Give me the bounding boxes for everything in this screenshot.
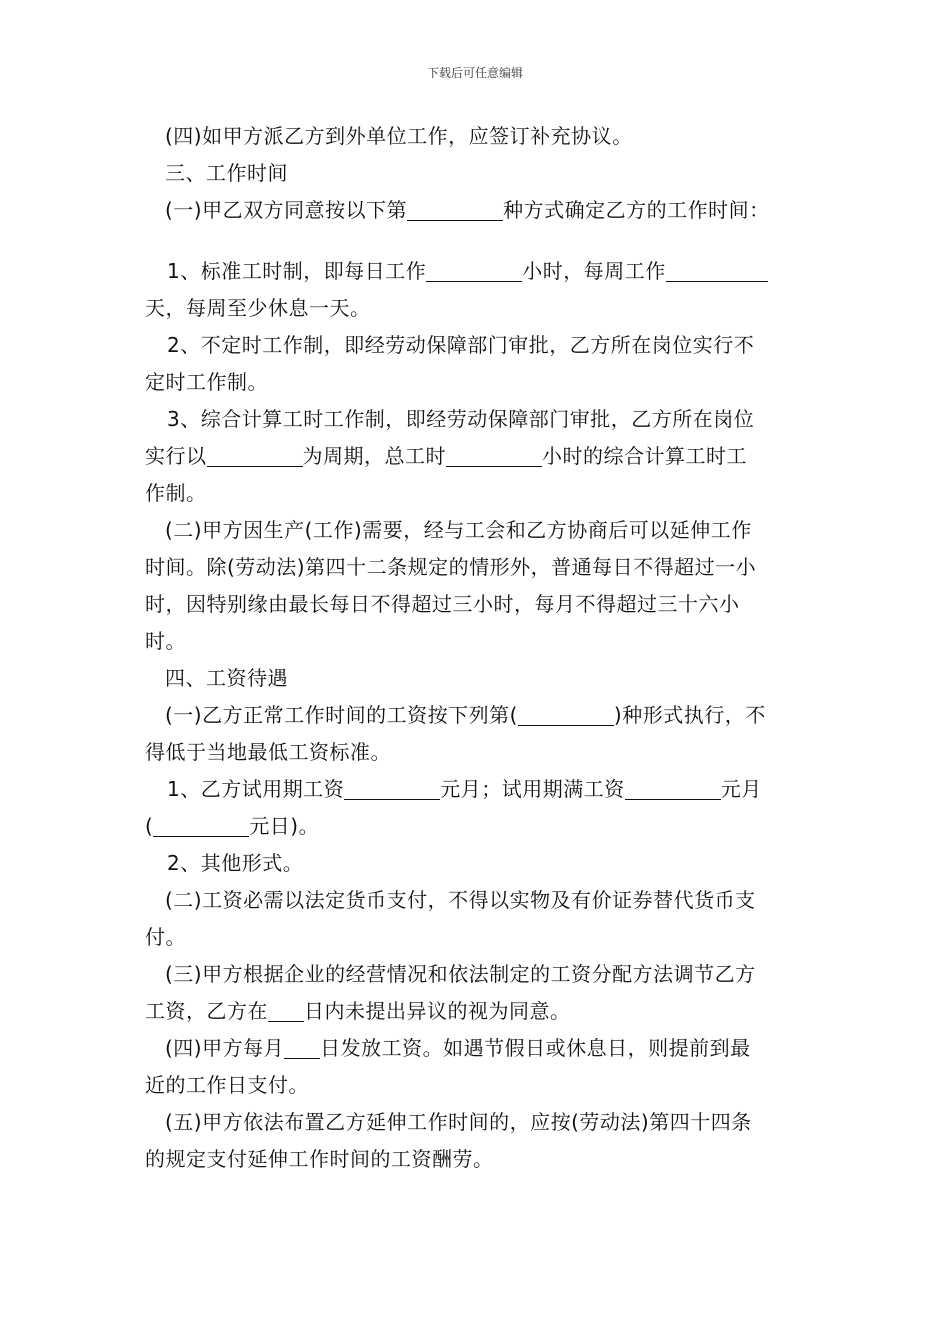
paragraph-line: (一)乙方正常工作时间的工资按下列第( )种形式执行，不: [165, 703, 766, 727]
page-header-note: 下载后可任意编辑: [426, 66, 523, 80]
fill-blank: [446, 444, 542, 467]
paragraph-line: 1、标准工时制，即每日工作 小时，每周工作: [145, 253, 811, 290]
paragraph-line: 定时工作制。: [145, 370, 268, 394]
paragraph-line: (三)甲方根据企业的经营情况和依法制定的工资分配方法调节乙方: [165, 962, 756, 986]
paragraph-line: 作制。: [145, 481, 207, 505]
fill-blank: [153, 814, 249, 837]
paragraph-line: (二)工资必需以法定货币支付，不得以实物及有价证券替代货币支: [165, 888, 756, 912]
paragraph-line: 近的工作日支付。: [145, 1073, 309, 1097]
paragraph-line: 付。: [145, 925, 186, 949]
paragraph-line: 的规定支付延伸工作时间的工资酬劳。: [145, 1147, 494, 1171]
paragraph-line: 2、不定时工作制，即经劳动保障部门审批，乙方所在岗位实行不: [167, 333, 755, 357]
paragraph-line: (一)甲乙双方同意按以下第 种方式确定乙方的工作时间：: [165, 198, 770, 222]
paragraph-line: (四)如甲方派乙方到外单位工作，应签订补充协议。: [165, 124, 633, 148]
fill-blank: [518, 703, 614, 726]
fill-blank: [407, 198, 503, 221]
fill-blank: [284, 1036, 320, 1059]
fill-blank: [207, 444, 303, 467]
fill-blank: [426, 259, 522, 282]
paragraph-line: ( 元日)。: [145, 814, 320, 838]
paragraph-line: (五)甲方依法布置乙方延伸工作时间的，应按(劳动法)第四十四条: [165, 1110, 752, 1134]
paragraph-line: 时间。除(劳动法)第四十二条规定的情形外，普通每日不得超过一小: [145, 555, 757, 579]
paragraph-line: 时。: [145, 629, 186, 653]
paragraph-line: 实行以 为周期，总工时 小时的综合计算工时工: [145, 444, 747, 468]
paragraph-line: (四)甲方每月 日发放工资。如遇节假日或休息日，则提前到最: [165, 1036, 751, 1060]
paragraph-line: 天，每周至少休息一天。: [145, 296, 371, 320]
fill-blank: [666, 259, 768, 282]
fill-blank: [268, 999, 304, 1022]
paragraph-line: 工资，乙方在 日内未提出异议的视为同意。: [145, 999, 571, 1023]
paragraph-line: 1、乙方试用期工资 元月；试用期满工资 元月: [167, 777, 762, 801]
paragraph-line: 2、其他形式。: [167, 851, 304, 875]
section-heading-wages: 四、工资待遇: [165, 666, 288, 690]
document-body: [145, 118, 811, 1178]
paragraph-line: 得低于当地最低工资标准。: [145, 740, 391, 764]
section-heading-work-time: 三、工作时间: [165, 161, 288, 185]
fill-blank: [344, 777, 440, 800]
spacer: [145, 229, 811, 253]
paragraph-line: 3、综合计算工时工作制，即经劳动保障部门审批，乙方所在岗位: [167, 407, 755, 431]
paragraph-line: 时，因特别缘由最长每日不得超过三小时，每月不得超过三十六小: [145, 592, 740, 616]
fill-blank: [625, 777, 721, 800]
paragraph-line: (二)甲方因生产(工作)需要，经与工会和乙方协商后可以延伸工作: [165, 518, 752, 542]
